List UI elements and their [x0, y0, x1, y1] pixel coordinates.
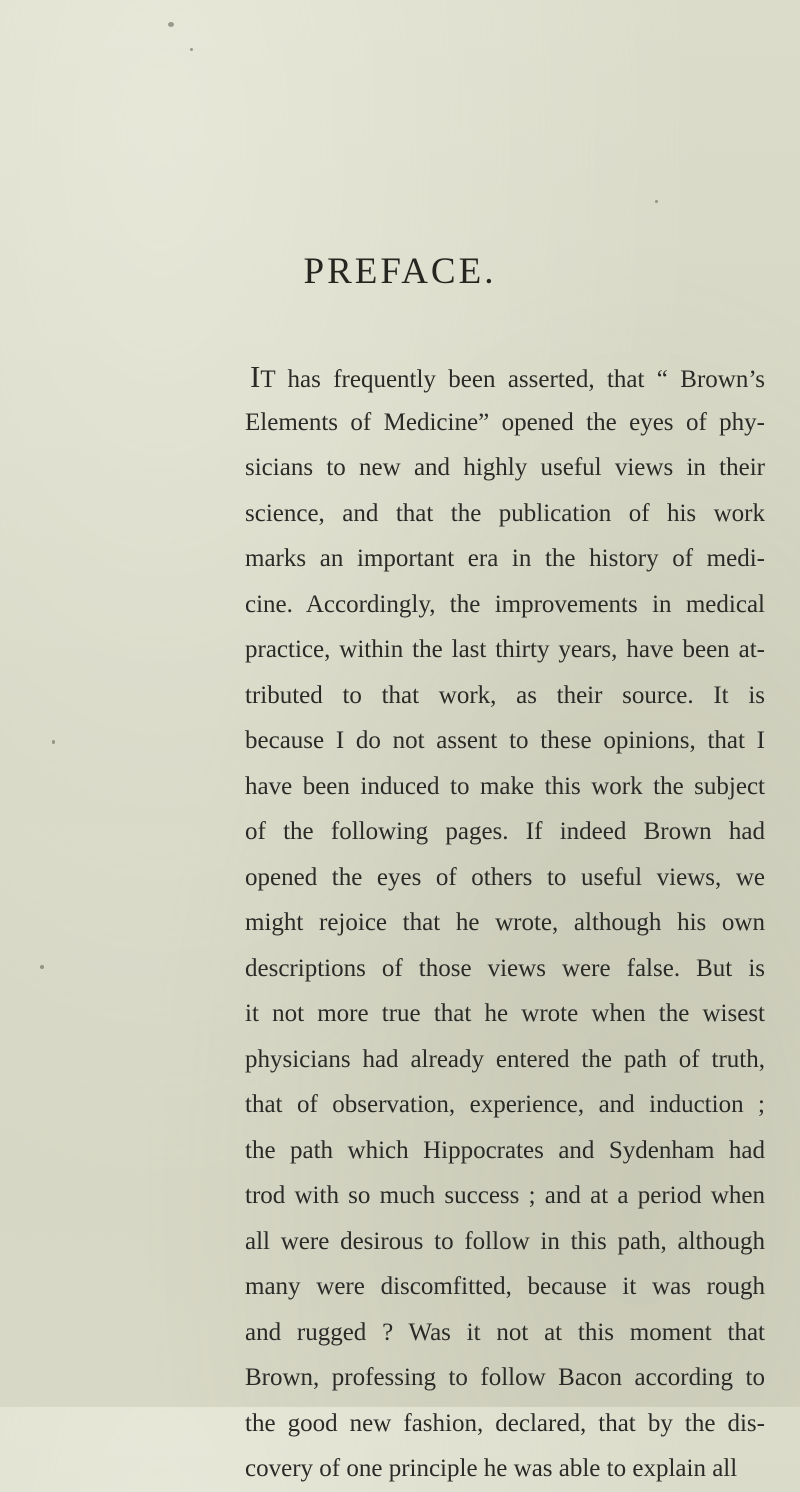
text-line: Brown, professing to follow Bacon according to: [245, 1364, 765, 1391]
first-line-rest: T has frequently been asserted, that “ Brown’s: [260, 366, 765, 393]
text-line: many were discomfitted, because it was rough: [245, 1273, 765, 1300]
paper-speck: [40, 965, 44, 969]
text-line: that of observation, experience, and induction ;: [245, 1091, 765, 1118]
paper-speck: [655, 200, 658, 203]
drop-cap: I: [250, 359, 261, 394]
text-line: sicians to new and highly useful views in their: [245, 454, 765, 481]
text-line: marks an important era in the history of medi-: [245, 545, 765, 572]
text-line: trod with so much success ; and at a period when: [245, 1182, 765, 1209]
paper-speck: [168, 22, 174, 27]
text-line: have been induced to make this work the subject: [245, 772, 765, 800]
page-title: PREFACE.: [303, 251, 497, 292]
text-line: physicians had already entered the path of truth,: [245, 1045, 765, 1073]
text-line: all were desirous to follow in this path, although: [245, 1227, 765, 1255]
text-line: the good new fashion, declared, that by the dis-: [245, 1409, 765, 1437]
text-line: of the following pages. If indeed Brown had: [245, 818, 765, 845]
text-line: and rugged ? Was it not at this moment that: [245, 1318, 765, 1346]
text-line: tributed to that work, as their source. It is: [245, 681, 765, 709]
text-line: Elements of Medicine” opened the eyes of phy-: [245, 408, 765, 436]
text-line: because I do not assent to these opinions, that I: [245, 727, 765, 754]
text-line: science, and that the publication of his work: [245, 499, 765, 527]
text-line: descriptions of those views were false. But is: [245, 954, 765, 982]
text-line: practice, within the last thirty years, have been at-: [245, 636, 765, 663]
text-line: the path which Hippocrates and Sydenham had: [245, 1136, 765, 1164]
paper-speck: [190, 48, 193, 51]
text-line: cine. Accordingly, the improvements in medical: [245, 590, 765, 618]
preface-paragraph: [245, 354, 765, 1492]
text-line: it not more true that he wrote when the wisest: [245, 1000, 765, 1027]
text-line: opened the eyes of others to useful views, we: [245, 863, 765, 891]
paper-speck: [52, 740, 55, 744]
text-line: might rejoice that he wrote, although his own: [245, 909, 765, 936]
text-line: covery of one principle he was able to explain all: [245, 1455, 738, 1482]
text-line-1: [245, 354, 765, 400]
